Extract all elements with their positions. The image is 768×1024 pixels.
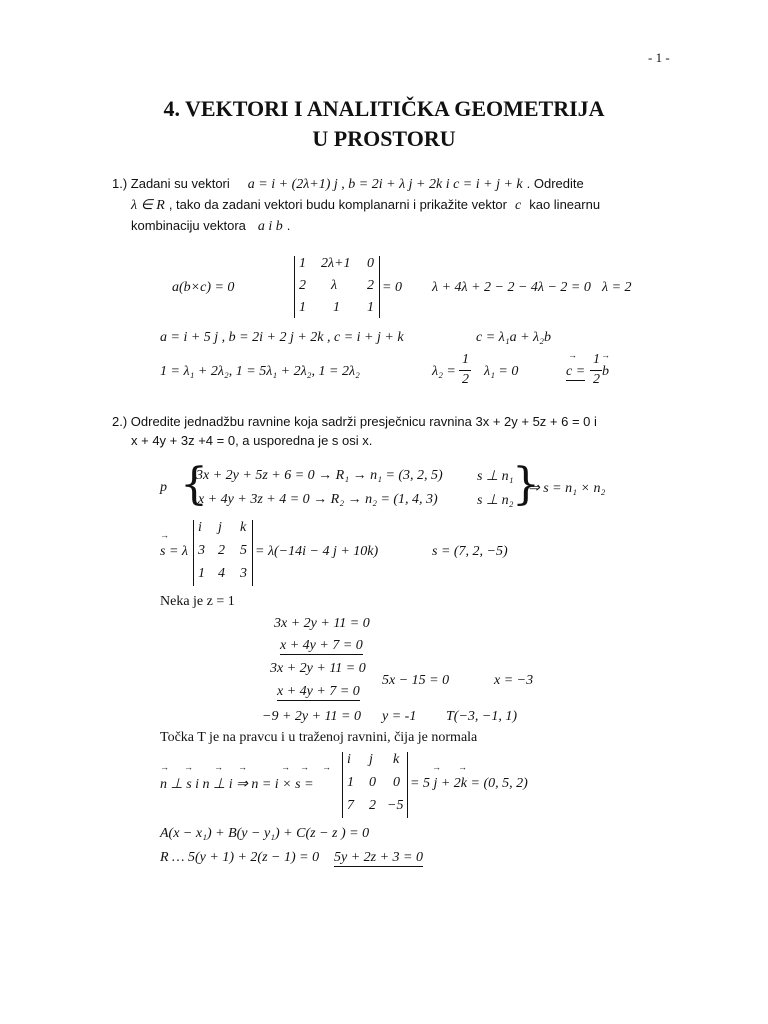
- det1-cell: 1: [299, 300, 306, 315]
- det1-cell: 1: [299, 256, 306, 271]
- system-row-2: x + 4y + 3z + 4 = 0 → R₂ → n₂ = (1, 4, 3): [198, 492, 438, 507]
- y-result: y = -1: [382, 709, 417, 724]
- system-row-1: 3x + 2y + 5z + 6 = 0 → R₁ → n₁ = (3, 2, 5): [196, 468, 443, 483]
- determinant-3: [342, 752, 408, 818]
- det1-equals: = 0: [382, 280, 402, 295]
- fraction-numerator: 1: [462, 352, 469, 367]
- det1-cell: 2λ+1: [321, 256, 351, 271]
- vectors-substituted: a = i + 5 j , b = 2i + 2 j + 2k , c = i + j + k: [160, 330, 404, 345]
- det1-cell: λ: [331, 278, 338, 293]
- cross-product-result: = λ(−14i − 4 j + 10k): [255, 544, 379, 559]
- linear-combination: c = λ₁a + λ₂b: [476, 330, 551, 345]
- task1-vectors-def: a = i + (2λ+1) j , b = 2i + λ j + 2k i c = i + j + k: [247, 177, 523, 192]
- lambda2-label: λ₂ =: [432, 364, 456, 379]
- perpendicular-1: s ⊥ n₁: [477, 469, 514, 484]
- det1-cell: 1: [333, 300, 340, 315]
- task2-line1: 2.) Odredite jednadžbu ravnine koja sadrži presječnicu ravnina 3x + 2y + 5z + 6 = 0 i: [112, 414, 597, 429]
- normal-result: = 5 j + 2k = (0, 5, 2): [410, 776, 528, 791]
- plane-substituted: R … 5(y + 1) + 2(z − 1) = 0: [160, 850, 320, 865]
- vector-arrow-icon: →: [458, 762, 467, 772]
- page-number: - 1 -: [648, 50, 670, 65]
- vector-arrow-icon: →: [300, 762, 309, 772]
- task1-prefix: 1.) Zadani su vektori: [112, 176, 230, 191]
- task1-line3-dot: .: [286, 218, 291, 233]
- cross-product-definition: ⇒ s = n₁ × n₂: [528, 481, 606, 496]
- task1-lambda-in-r: λ ∈ R: [131, 198, 165, 213]
- vector-arrow-icon: →: [322, 762, 331, 772]
- task1-line3: [131, 217, 290, 235]
- determinant-1: [294, 256, 380, 318]
- eq-5x: 5x − 15 = 0: [382, 673, 450, 688]
- det3-cell: 0: [369, 775, 376, 790]
- final-c-label: c =: [566, 364, 586, 379]
- neka-je: Neka je z = 1: [160, 594, 235, 609]
- vector-arrow-icon: →: [160, 530, 169, 540]
- det2-cell: i: [198, 520, 202, 535]
- s-result: s = (7, 2, −5): [432, 544, 508, 559]
- page-subtitle: U PROSTORU: [312, 126, 456, 151]
- vector-arrow-icon: →: [432, 762, 441, 772]
- page-title: 4. VEKTORI I ANALITIČKA GEOMETRIJA: [163, 96, 605, 121]
- det1-cell: 2: [367, 278, 374, 293]
- point-T: T(−3, −1, 1): [446, 709, 518, 724]
- right-brace-icon: }: [512, 459, 540, 510]
- det1-cell: 0: [367, 256, 374, 271]
- plane-final: 5y + 2z + 3 = 0: [334, 850, 424, 865]
- eq-2: x + 4y + 7 = 0: [280, 638, 363, 653]
- det2-cell: k: [240, 520, 247, 535]
- expansion: λ + 4λ + 2 − 2 − 4λ − 2 = 0: [432, 280, 591, 295]
- mixed-product: a(b×c) = 0: [172, 280, 235, 295]
- det2-cell: 5: [240, 543, 247, 558]
- final-fraction-denominator: 2: [593, 372, 600, 387]
- task1-line2-suffix: kao linearnu: [529, 197, 601, 212]
- eq-1: 3x + 2y + 11 = 0: [274, 616, 370, 631]
- left-brace-icon: {: [180, 459, 208, 510]
- det1-cell: 2: [299, 278, 306, 293]
- task2-line2: x + 4y + 3z +4 = 0, a usporedna je s osi x.: [131, 433, 373, 448]
- p-label: p: [160, 480, 167, 495]
- vector-arrow-icon: →: [184, 762, 193, 772]
- det2-cell: 3: [240, 566, 247, 581]
- det2-cell: j: [218, 520, 222, 535]
- equation-system: 1 = λ₁ + 2λ₂, 1 = 5λ₁ + 2λ₂, 1 = 2λ₂: [160, 364, 360, 379]
- det3-cell: 7: [347, 798, 354, 813]
- det2-cell: 4: [218, 566, 225, 581]
- vector-arrow-icon: →: [238, 762, 247, 772]
- task1-line2: [131, 196, 600, 214]
- task1-c-vector: c: [515, 198, 522, 213]
- normal-condition: n ⊥ s i n ⊥ i ⇒ n = i × s =: [160, 777, 314, 792]
- s-label: s = λ: [160, 544, 188, 559]
- det2-cell: 3: [198, 543, 205, 558]
- det3-cell: 0: [393, 775, 400, 790]
- task1-suffix: . Odredite: [526, 176, 584, 191]
- eq-5: −9 + 2y + 11 = 0: [262, 709, 361, 724]
- vector-arrow-icon: →: [160, 762, 169, 772]
- task1-line3-text: kombinaciju vektora: [131, 218, 246, 233]
- det2-cell: 2: [218, 543, 225, 558]
- det3-cell: −5: [387, 798, 404, 813]
- lambda-result: λ = 2: [602, 280, 632, 295]
- final-b-label: b: [602, 364, 609, 379]
- lambda1-result: λ₁ = 0: [484, 364, 519, 379]
- perpendicular-2: s ⊥ n₂: [477, 493, 514, 508]
- det3-cell: j: [369, 752, 373, 767]
- det1-cell: 1: [367, 300, 374, 315]
- vector-arrow-icon: →: [214, 762, 223, 772]
- eq-3: 3x + 2y + 11 = 0: [270, 661, 366, 676]
- det3-cell: k: [393, 752, 400, 767]
- det3-cell: i: [347, 752, 351, 767]
- tocka-text: Točka T je na pravcu i u traženoj ravnini, čija je normala: [160, 730, 478, 745]
- fraction-denominator: 2: [462, 372, 469, 387]
- task1-line1: [112, 175, 584, 193]
- determinant-2: [193, 520, 253, 586]
- vector-arrow-icon: →: [568, 350, 577, 360]
- x-result: x = −3: [494, 673, 534, 688]
- plane-general-form: A(x − x₁) + B(y − y₁) + C(z − z ) = 0: [160, 826, 370, 841]
- task1-a-i-b: a i b: [257, 219, 283, 234]
- task1-line2-text: , tako da zadani vektori budu komplanarni i prikažite vektor: [168, 197, 507, 212]
- eq-4: x + 4y + 7 = 0: [277, 684, 360, 699]
- det3-cell: 2: [369, 798, 376, 813]
- final-fraction-numerator: 1: [593, 352, 600, 367]
- det2-cell: 1: [198, 566, 205, 581]
- vector-arrow-icon: →: [281, 762, 290, 772]
- det3-cell: 1: [347, 775, 354, 790]
- fraction-bar: [590, 370, 602, 371]
- fraction-bar: [459, 370, 471, 371]
- vector-arrow-icon: →: [601, 350, 610, 360]
